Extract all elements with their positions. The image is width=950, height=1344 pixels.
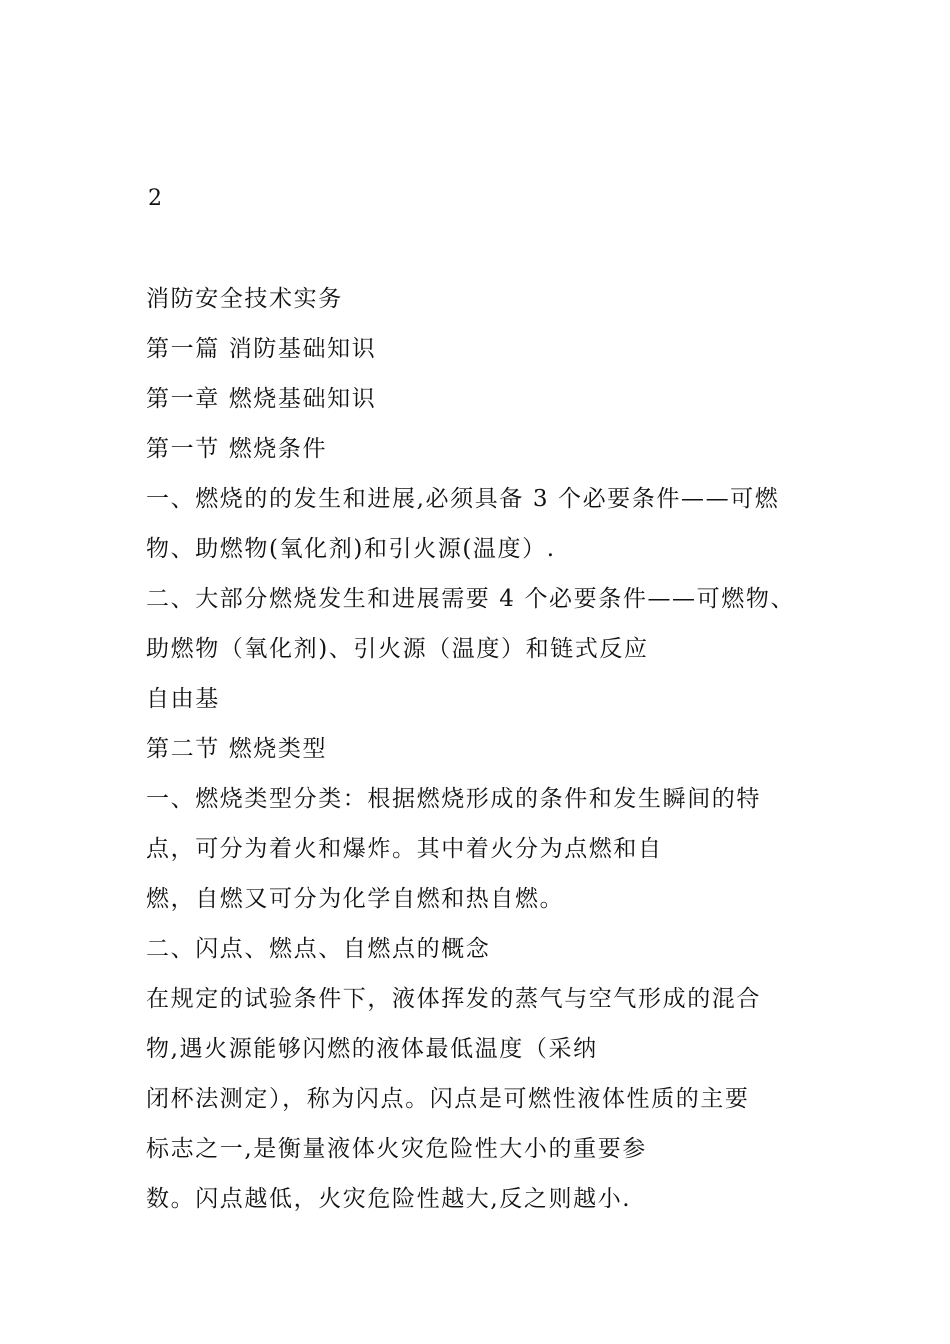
chapter-heading: 第一章 燃烧基础知识	[146, 386, 377, 412]
part-heading: 第一篇 消防基础知识	[146, 336, 377, 362]
body-line: 物、助燃物(氧化剂)和引火源(温度）.	[146, 536, 556, 562]
section-heading: 第一节 燃烧条件	[146, 436, 328, 462]
body-line: 标志之一,是衡量液体火灾危险性大小的重要参	[146, 1136, 647, 1162]
body-line: 数。闪点越低，火灾危险性越大,反之则越小.	[146, 1186, 632, 1212]
body-line: 自由基	[146, 686, 220, 712]
body-line: 助燃物（氧化剂)、引火源（温度）和链式反应	[146, 636, 649, 662]
body-line: 燃，自燃又可分为化学自燃和热自燃。	[146, 886, 565, 912]
body-line: 一、燃烧的的发生和进展,必须具备 3 个必要条件——可燃	[146, 486, 780, 512]
body-line: 二、大部分燃烧发生和进展需要 4 个必要条件——可燃物、	[146, 586, 796, 612]
body-line: 二、闪点、燃点、自燃点的概念	[146, 936, 491, 962]
body-line: 在规定的试验条件下，液体挥发的蒸气与空气形成的混合	[146, 986, 761, 1012]
body-line: 物,遇火源能够闪燃的液体最低温度（采纳	[146, 1036, 598, 1062]
body-line: 闭杯法测定），称为闪点。闪点是可燃性液体性质的主要	[146, 1086, 750, 1112]
body-line: 一、燃烧类型分类：根据燃烧形成的条件和发生瞬间的特	[146, 786, 761, 812]
document-title: 消防安全技术实务	[146, 286, 343, 312]
section-heading: 第二节 燃烧类型	[146, 736, 328, 762]
body-line: 点，可分为着火和爆炸。其中着火分为点燃和自	[146, 836, 663, 862]
page-number: 2	[148, 186, 162, 211]
